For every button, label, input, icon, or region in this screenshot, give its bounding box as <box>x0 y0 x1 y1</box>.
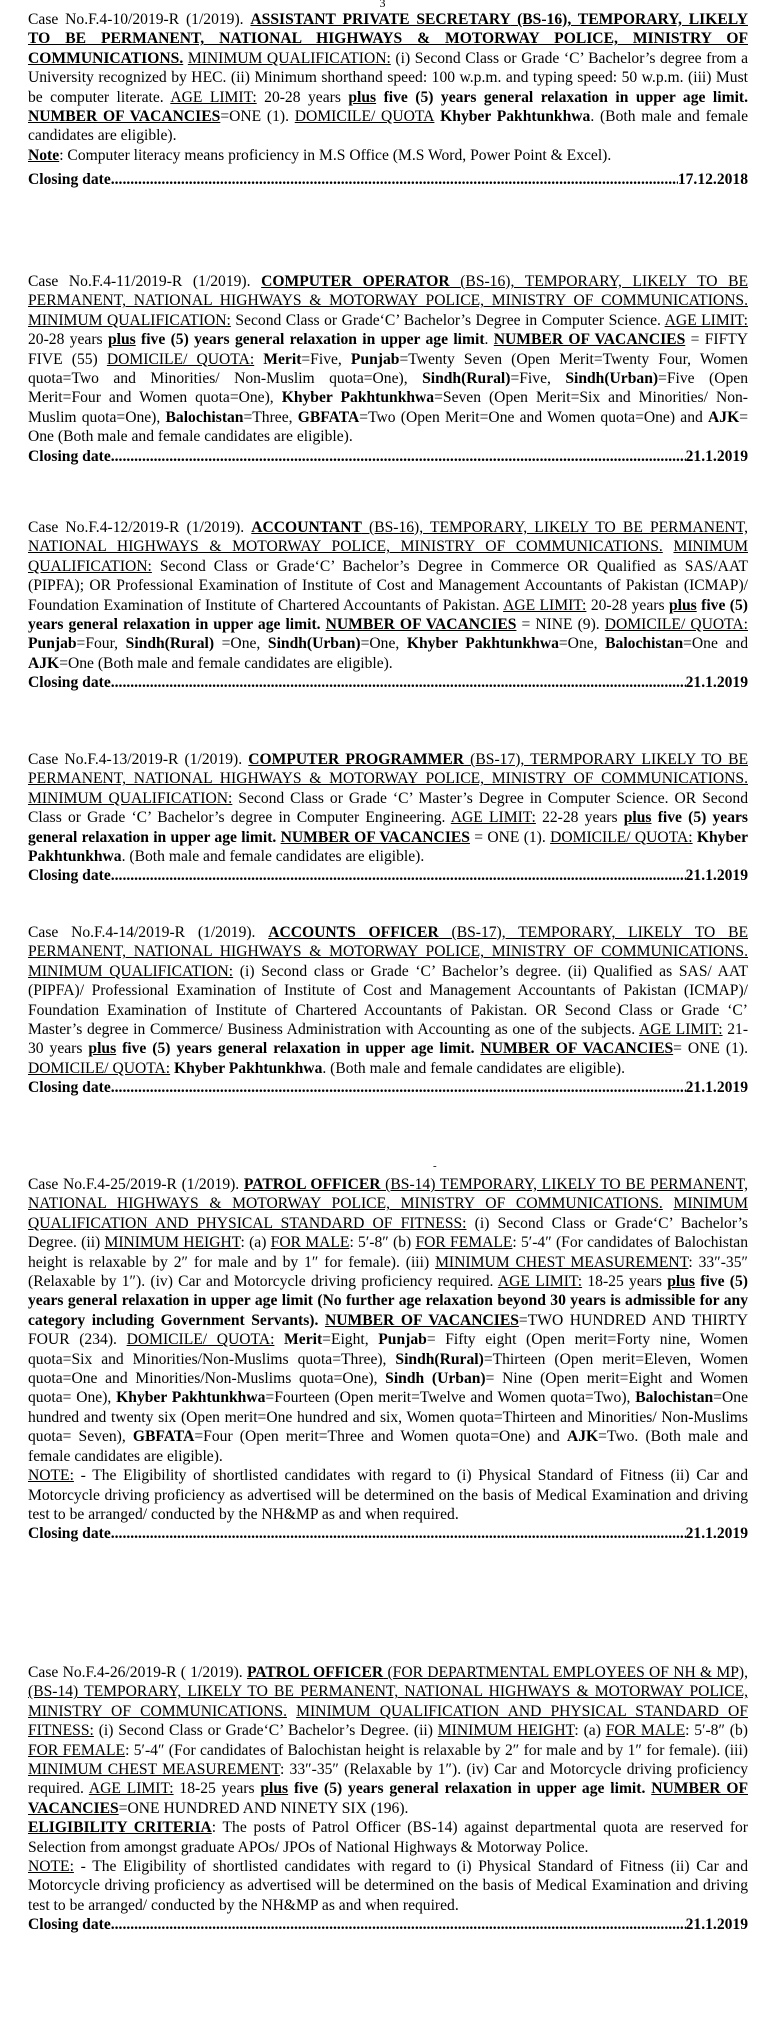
post-title: PATROL OFFICER <box>246 1664 384 1681</box>
age-limit-text: 18-25 years <box>582 1273 668 1291</box>
quota-detail: =One, <box>360 635 407 653</box>
case-section-computer-operator: Case No.F.4-11/2019-R (1/2019). COMPUTER OPERATOR (BS-16), TEMPORARY, LIKELY TO BE PERMANENT, NATIONAL HIGHWAYS & MOTORWAY POLICE, MINISTRY OF COMMUNICATIONS. MINIMUM QUALIFICATION: Second Class or Grade‘C’ Bachelor’s Degree in Computer Science. AGE LIMIT: 20-28 years plus five (5) years general relaxation in upper age limit. NUMBER OF VACANCIES = FIFTY FIVE (55) DOMICILE/ QUOTA: Merit=Five, Punjab=Twenty Seven (Open Merit=Twenty Four, Women quota=Two and Minorities/ Non-Muslim quota=One), Sindh(Rural)=Five, Sindh(Urban)=Five (Open Merit=Four and Women quota=One), Khyber Pakhtunkhwa=Seven (Open Merit=Six and Minorities/ Non-Muslim quota=One), Balochistan=Three, GBFATA=Two (Open Merit=One and Women quota=One) and AJK= One (Both male and female candidates are eligible). Closing date ..... 21.1.2019 <box>28 272 748 466</box>
closing-date-value: 21.1.2019 <box>685 1525 748 1543</box>
vacancies-label: NUMBER OF VACANCIES <box>325 616 517 634</box>
age-limit-label: AGE LIMIT: <box>450 809 536 827</box>
chest-text: : 33″-35″ (Relaxable by 1″). (iv) Car and Motorcycle driving proficiency required. <box>28 1761 748 1798</box>
min-height-label: MINIMUM HEIGHT <box>104 1234 241 1252</box>
domicile-label: DOMICILE/ QUOTA: <box>28 1059 171 1077</box>
vacancies-label: NUMBER OF VACANCIES <box>28 1780 748 1817</box>
quota-detail: = One (Both male and female candidates are eligible). <box>28 408 748 446</box>
min-height-a: : (a) <box>574 1722 606 1740</box>
quota-region: Punjab <box>350 350 400 368</box>
quota-detail: =Five (Open Merit=Four and Women quota=One), <box>28 370 748 407</box>
closing-date-value: 21.1.2019 <box>685 1916 748 1934</box>
post-title: ACCOUNTS OFFICER <box>268 924 439 941</box>
note-label: NOTE: <box>28 1467 74 1485</box>
note-label: Note <box>28 146 60 164</box>
age-limit-text: 22-28 years <box>535 809 624 827</box>
age-limit-text: 20-28 years <box>586 596 669 614</box>
plus-word: plus <box>668 596 697 614</box>
age-limit-label: AGE LIMIT: <box>664 311 748 329</box>
vacancies-text: = FIFTY FIVE (55) <box>28 331 749 368</box>
qualification-text: Second Class or Grade ‘C’ Master’s Degree in Computer Science. OR Second Class or Grade ‘C’ Bachelor’s degree in Computer Engineering. <box>28 789 749 827</box>
quota-detail: =Two (Open Merit=One and Women quota=One) and <box>359 408 709 426</box>
note-text: - The Eligibility of shortlisted candidates with regard to (i) Physical Standard of Fitness (ii) Car and Motorcycle driving proficiency as advertised will be determined on the basis of Medical Examination and driving test to be arranged/ conducted by the NH&MP as and when required. <box>28 1467 748 1523</box>
quota-region: Sindh(Rural) <box>125 635 215 653</box>
quota-region: Balochistan <box>635 1389 714 1407</box>
post-title: PATROL OFFICER <box>243 1176 381 1193</box>
closing-date-label: Closing date <box>28 447 111 465</box>
plus-word: plus <box>667 1273 695 1291</box>
age-relaxation: five (5) years general relaxation in upper age limit. <box>288 1780 646 1798</box>
plus-word: plus <box>107 331 136 349</box>
vacancies-text: =ONE (1). <box>220 108 295 126</box>
post-details: (BS-17), TEMPORARY, LIKELY TO BE PERMANENT, NATIONAL HIGHWAYS & MOTORWAY POLICE, MINISTRY OF COMMUNICATIONS. <box>28 924 748 961</box>
closing-date-value: 21.1.2019 <box>685 1079 748 1097</box>
age-limit-label: AGE LIMIT: <box>170 88 257 106</box>
qualification-label: MINIMUM QUALIFICATION: <box>28 789 233 807</box>
quota-region: Balochistan <box>165 408 244 426</box>
age-relaxation: five (5) years general relaxation in upper age limit. <box>376 88 748 106</box>
quota-detail: =Fourteen (Open merit=Twelve and Women quota=Two), <box>265 1389 636 1407</box>
male-label: FOR MALE <box>605 1722 686 1740</box>
case-section-patrol-officer-departmental <box>28 1663 748 1935</box>
quota-detail: =Four (Open merit=Three and Women quota=One) and <box>194 1428 567 1446</box>
closing-date-row <box>28 673 748 692</box>
quota-region: Khyber Pakhtunkhwa <box>116 1389 266 1407</box>
female-text: : 5′-4″ (For candidates of Balochistan height is relaxable by 2″ for male and by 1″ for female). (iii) <box>125 1741 748 1759</box>
plus-word: plus <box>623 809 652 827</box>
vacancies-label: NUMBER OF VACANCIES <box>28 108 221 126</box>
domicile-label: DOMICILE/ QUOTA: <box>106 350 255 368</box>
quota-region: Sindh (Urban) <box>385 1370 486 1388</box>
quota-region: Sindh(Rural) <box>395 1350 484 1368</box>
domicile-text: . (Both male and female candidates are eligible). <box>322 1059 626 1077</box>
male-label: FOR MALE <box>270 1234 350 1252</box>
vacancies-text: =TWO HUNDRED AND THIRTY FOUR (234). <box>28 1311 748 1349</box>
closing-date-row <box>28 447 748 466</box>
closing-date-row <box>28 866 748 885</box>
male-text: : 5′-8″ (b) <box>349 1234 416 1252</box>
chest-text: : 33″-35″ (Relaxable by 1″). (iv) Car and Motorcycle driving proficiency required. <box>28 1253 748 1291</box>
case-number: Case No.F.4-12/2019-R (1/2019). <box>28 519 252 536</box>
closing-date-value: 21.1.2019 <box>685 867 748 885</box>
closing-date-label: Closing date <box>28 1916 111 1934</box>
domicile-province: Khyber Pakhtunkhwa <box>170 1059 323 1077</box>
quota-detail: =Thirteen (Open merit=Eleven, Women quota=One and Minorities/Non-Muslims quota=One), <box>28 1350 748 1388</box>
separator-mark: - <box>433 1160 437 1172</box>
age-limit-label: AGE LIMIT: <box>503 596 587 614</box>
quota-detail: =One (Both male and female candidates are eligible). <box>59 654 393 672</box>
quota-region: Sindh(Rural) <box>422 370 511 388</box>
quota-detail: =Five, <box>301 350 351 368</box>
post-title: ASSISTANT PRIVATE SECRETARY <box>250 11 511 28</box>
chest-label: MINIMUM CHEST MEASUREMENT <box>28 1761 280 1779</box>
vacancies-text: = ONE (1). <box>469 828 551 846</box>
age-limit-text: 18-25 years <box>173 1780 261 1798</box>
qualification-text: Second Class or Grade‘C’ Bachelor’s Degree in Computer Science. <box>230 311 665 329</box>
age-limit-label: AGE LIMIT: <box>497 1273 583 1291</box>
case-number: Case No.F.4-11/2019-R (1/2019). <box>28 273 262 290</box>
post-details: (FOR DEPARTMENTAL EMPLOYEES OF NH & MP), (BS-14) TEMPORARY, LIKELY TO BE PERMANENT, NATIONAL HIGHWAYS & MOTORWAY POLICE, MINISTRY OF COMMUNICATIONS. <box>28 1664 749 1720</box>
case-section-accountant <box>28 518 748 693</box>
age-relaxation: five (5) years general relaxation in upper age limit. <box>28 809 748 846</box>
quota-detail: =One, <box>214 635 268 653</box>
post-title: COMPUTER OPERATOR <box>261 273 450 290</box>
qualification-text: (i) Second Class or Grade ‘C’ Bachelor’s degree from a University recognized by HEC. (ii) Minimum shorthand speed: 100 w.p.m. and typing speed: 50 w.p.m. (iii) Must be computer literate. <box>28 49 748 106</box>
quota-region: Merit <box>254 350 302 368</box>
qualification-label: MINIMUM QUALIFICATION: <box>28 538 748 575</box>
domicile-label: DOMICILE/ QUOTA: <box>550 828 693 846</box>
age-relaxation: five (5) years general relaxation in upper age limit (No further age relaxation beyond 30 years is admissible for any category including Government Servants). <box>28 1273 748 1329</box>
domicile-label: DOMICILE/ QUOTA: <box>604 616 748 634</box>
closing-date-value: 17.12.2018 <box>677 171 748 189</box>
vacancies-text: = NINE (9). <box>516 616 605 634</box>
domicile-province: Khyber Pakhtunkhwa <box>28 828 748 866</box>
post-details: (BS-16), TEMPORARY, LIKELY TO BE PERMANENT, NATIONAL HIGHWAYS & MOTORWAY POLICE, MINISTRY OF COMMUNICATIONS. <box>28 519 749 556</box>
closing-date-row <box>28 170 748 189</box>
vacancies-label: NUMBER OF VACANCIES <box>280 828 470 846</box>
closing-date-label: Closing date <box>28 171 111 189</box>
post-details: (BS-14) TEMPORARY, LIKELY TO BE PERMANENT, NATIONAL HIGHWAYS & MOTORWAY POLICE, MINISTRY OF COMMUNICATIONS. <box>28 1176 748 1213</box>
eligibility-text: : The posts of Patrol Officer (BS-14) against departmental quota are reserved for Selection from amongst graduate APOs/ JPOs of National Highways & Motorway Police. <box>28 1819 748 1856</box>
age-limit-text: 20-28 years <box>256 88 349 106</box>
female-label: FOR FEMALE <box>415 1234 513 1252</box>
quota-detail: =Seven (Open Merit=Six and Minorities/ Non-Muslim quota=One), <box>28 389 748 426</box>
case-section-accounts-officer <box>28 923 748 1098</box>
quota-region: Punjab <box>28 635 77 653</box>
closing-date-label: Closing date <box>28 1079 111 1097</box>
case-number: Case No.F.4-26/2019-R ( 1/2019). <box>28 1664 247 1681</box>
qualification-pre: (i) Second Class or Grade‘C’ Bachelor’s Degree. (ii) <box>28 1214 748 1252</box>
quota-detail: =Two. (Both male and female candidates are eligible). <box>28 1428 749 1465</box>
note-label: NOTE: <box>28 1858 74 1876</box>
quota-detail: = Fifty eight (Open merit=Forty nine, Women quota=Six and Minorities/Non-Muslims quota=Three), <box>28 1331 749 1368</box>
qualification-label: MINIMUM QUALIFICATION: <box>28 311 231 329</box>
case-number: Case No.F.4-13/2019-R (1/2019). <box>28 751 249 768</box>
vacancies-label: NUMBER OF VACANCIES <box>493 331 686 349</box>
case-section-computer-programmer <box>28 750 748 886</box>
post-details: (BS-17), TERMPORARY LIKELY TO BE PERMANENT, NATIONAL HIGHWAYS & MOTORWAY POLICE, MINISTRY OF COMMUNICATIONS. <box>28 751 748 788</box>
vacancies-text: =ONE HUNDRED AND NINETY SIX (196). <box>118 1799 409 1817</box>
quota-region: AJK <box>28 654 60 672</box>
quota-detail: =Twenty Seven (Open Merit=Twenty Four, Women quota=Two and Minorities/ Non-Muslim quota=One), <box>28 350 748 388</box>
closing-date-label: Closing date <box>28 867 111 885</box>
closing-date-row <box>28 1915 748 1934</box>
age-limit-text: 21-30 years <box>28 1021 749 1058</box>
age-relaxation: five (5) years general relaxation in upper age limit <box>135 331 485 349</box>
quota-detail: =One hundred and twenty six (Open merit=One hundred and six, Women quota=Thirteen and Minorities/ Non-Muslims quota= Seven), <box>28 1389 748 1446</box>
domicile-text: . (Both male and female candidates are eligible). <box>121 848 425 866</box>
min-height-label: MINIMUM HEIGHT <box>437 1722 575 1740</box>
qualification-text: (i) Second class or Grade ‘C’ Bachelor’s degree. (ii) Qualified as SAS/ AAT (PIPFA)/ Professional Examination of Institute of Cost and Management Accountants of Pakistan (ICMAP)/ Foundation Examination of Institute of Chartered Accountants of Pakistan. OR Second Class or Grade ‘C’ Master’s degree in Commerce/ Business Administration with Accounting as one of the subjects. <box>28 962 748 1039</box>
qualification-label: MINIMUM QUALIFICATION AND PHYSICAL STANDARD OF FITNESS: <box>28 1195 748 1232</box>
qualification-label: MINIMUM QUALIFICATION: <box>28 962 234 980</box>
closing-date-value: 21.1.2019 <box>685 447 748 465</box>
vacancies-text: = ONE (1). <box>673 1040 748 1058</box>
quota-detail: =Eight, <box>322 1331 379 1349</box>
quota-detail: = Nine (Open merit=Eight and Women quota= One), <box>28 1370 748 1407</box>
quota-region: Merit <box>274 1331 323 1349</box>
note-text: : Computer literacy means proficiency in M.S Office (M.S Word, Power Point & Excel). <box>59 146 612 164</box>
quota-region: AJK <box>708 408 740 426</box>
quota-region: GBFATA <box>297 408 360 426</box>
age-relaxation: five (5) years general relaxation in upper age limit. <box>28 596 748 634</box>
page-number: 3 <box>379 0 386 10</box>
quota-region: Punjab <box>378 1331 427 1349</box>
vacancies-label: NUMBER OF VACANCIES <box>480 1040 674 1058</box>
age-limit-label: AGE LIMIT: <box>638 1021 723 1039</box>
domicile-label: DOMICILE/ QUOTA: <box>126 1331 275 1349</box>
female-label: FOR FEMALE <box>28 1741 126 1759</box>
quota-detail: =Five, <box>510 370 566 388</box>
closing-date-label: Closing date <box>28 674 111 692</box>
qualification-label: MINIMUM QUALIFICATION: <box>187 49 391 67</box>
male-text: : 5′-8″ (b) <box>685 1722 748 1740</box>
age-limit-label: AGE LIMIT: <box>88 1780 174 1798</box>
quota-detail: =One and <box>683 635 748 653</box>
quota-detail: =Four, <box>76 635 126 653</box>
quota-region: GBFATA <box>132 1428 195 1446</box>
quota-region: Sindh(Urban) <box>267 635 361 653</box>
qualification-pre: (i) Second Class or Grade‘C’ Bachelor’s Degree. (ii) <box>93 1722 438 1740</box>
post-details: (BS-16), TEMPORARY, LIKELY TO BE PERMANENT, NATIONAL HIGHWAYS & MOTORWAY POLICE, MINISTRY OF COMMUNICATIONS. <box>28 273 748 310</box>
quota-list <box>28 635 748 671</box>
quota-region: Sindh(Urban) <box>565 370 659 388</box>
plus-word: plus <box>88 1040 117 1058</box>
eligibility-label: ELIGIBILITY CRITERIA <box>28 1819 212 1837</box>
post-title: COMPUTER PROGRAMMER <box>248 751 465 768</box>
case-number: Case No.F.4-10/2019-R (1/2019). <box>28 11 251 28</box>
case-section-patrol-officer <box>28 1175 748 1544</box>
closing-date-row <box>28 1078 748 1097</box>
case-number: Case No.F.4-14/2019-R (1/2019). <box>28 924 269 941</box>
domicile-province: Khyber Pakhtunkhwa <box>434 108 591 126</box>
vacancies-label: NUMBER OF VACANCIES <box>324 1311 519 1329</box>
age-relaxation: five (5) years general relaxation in upper age limit. <box>116 1040 475 1058</box>
case-section-assistant-private-secretary <box>28 10 748 190</box>
female-text: : 5′-4″ (For candidates of Balochistan height is relaxable by 2″ for male and by 1″ for female). (iii) <box>28 1234 749 1271</box>
qualification-text: Second Class or Grade‘C’ Bachelor’s Degree in Commerce OR Qualified as SAS/AAT (PIPFA); OR Professional Examination of Institute of Cost and Management Accountants of Pakistan (ICMAP)/ Foundation Examination of Institute of Chartered Accountants of Pakistan. <box>28 557 748 614</box>
age-limit-text: 20-28 years <box>28 331 108 349</box>
chest-label: MINIMUM CHEST MEASUREMENT <box>435 1253 689 1271</box>
case-number: Case No.F.4-25/2019-R (1/2019). <box>28 1176 244 1193</box>
quota-region: AJK <box>566 1428 599 1446</box>
post-details: (BS-16), TEMPORARY, LIKELY TO BE PERMANENT, NATIONAL HIGHWAYS & MOTORWAY POLICE, MINISTRY OF COMMUNICATIONS. <box>28 11 748 67</box>
closing-date-value: 21.1.2019 <box>685 674 748 692</box>
qualification-label: MINIMUM QUALIFICATION AND PHYSICAL STANDARD OF FITNESS: <box>28 1702 748 1740</box>
min-height-a: : (a) <box>240 1234 271 1252</box>
quota-list <box>28 1331 748 1464</box>
closing-date-label: Closing date <box>28 1525 111 1543</box>
note-text: - The Eligibility of shortlisted candidates with regard to (i) Physical Standard of Fitness (ii) Car and Motorcycle driving proficiency as advertised will be determined on the basis of Medical Examination and driving test to be arranged/ conducted by the NH&MP as and when required. <box>28 1858 748 1914</box>
quota-detail: =Three, <box>243 408 298 426</box>
quota-region: Balochistan <box>605 635 684 653</box>
plus-word: plus <box>348 88 377 106</box>
domicile-text: . (Both male and female candidates are eligible). <box>28 108 749 145</box>
quota-region: Khyber Pakhtunkhwa <box>281 389 435 407</box>
post-title: ACCOUNTANT <box>251 519 362 536</box>
domicile-label: DOMICILE/ QUOTA <box>294 108 435 126</box>
closing-date-row <box>28 1524 748 1543</box>
plus-word: plus <box>260 1780 289 1798</box>
quota-region: Khyber Pakhtunkhwa <box>406 635 559 653</box>
quota-detail: =One, <box>558 635 606 653</box>
